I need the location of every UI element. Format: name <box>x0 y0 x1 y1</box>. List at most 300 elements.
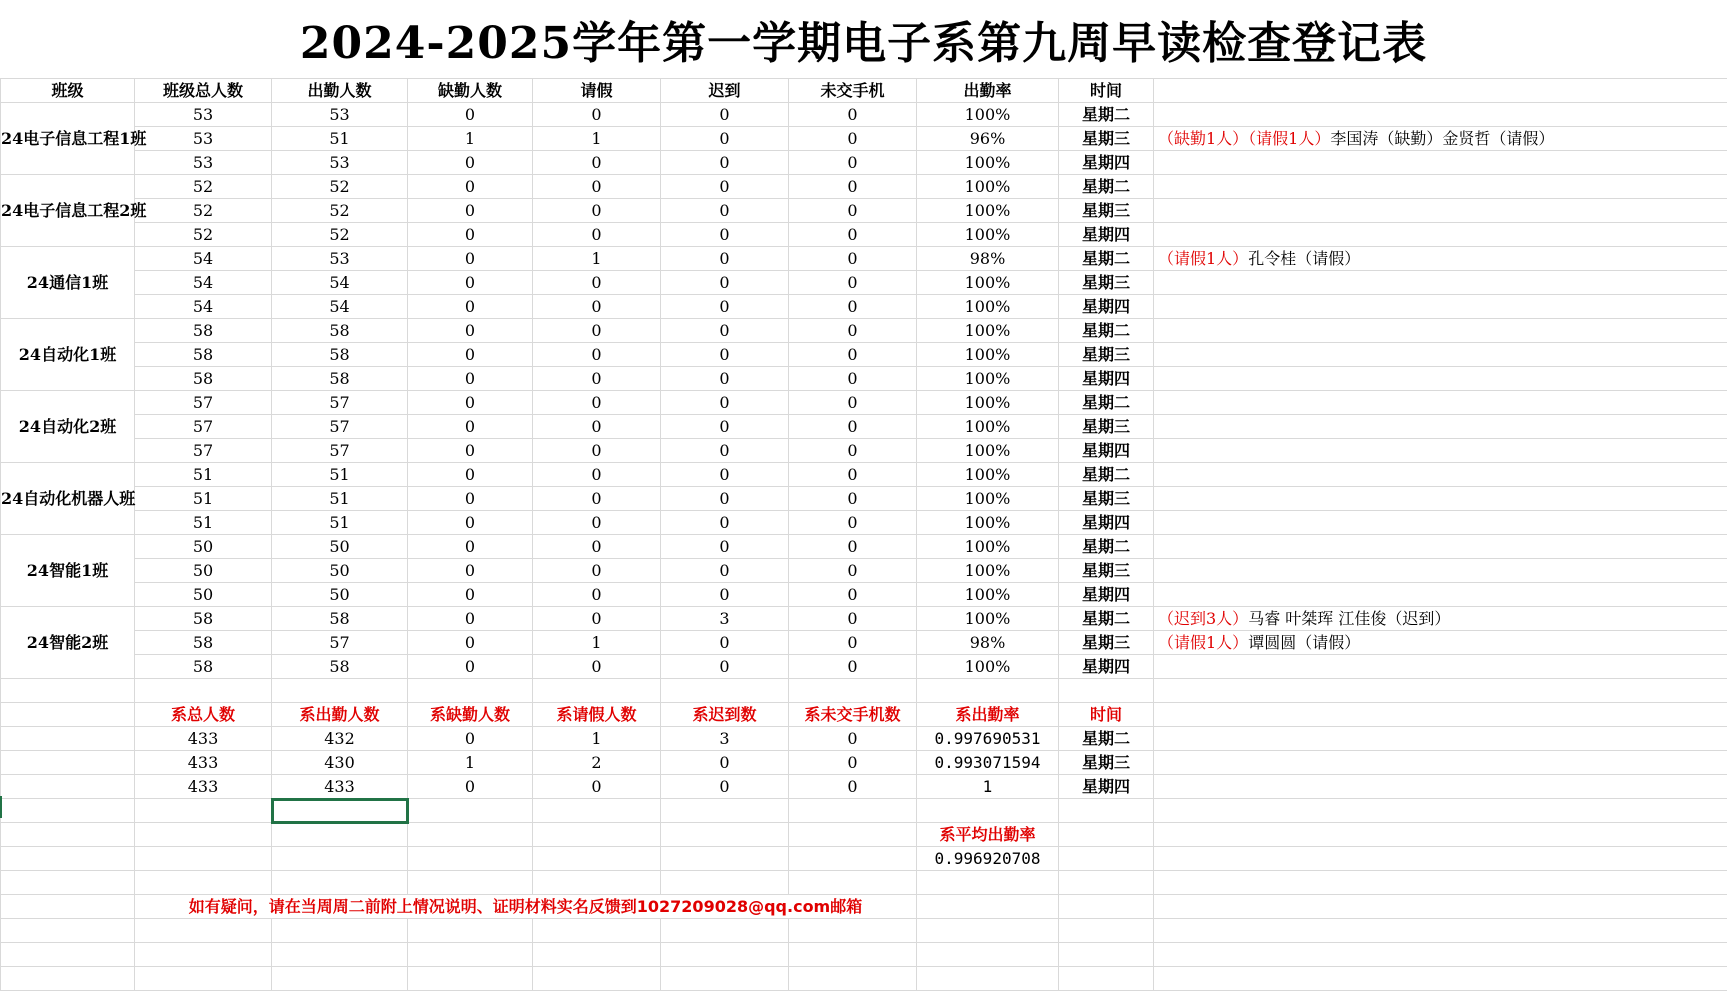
column-header[interactable]: 班级总人数 <box>135 79 272 103</box>
cell-absent[interactable]: 0 <box>408 631 533 655</box>
cell-phone[interactable]: 0 <box>789 463 917 487</box>
empty-cell[interactable] <box>1154 751 1727 775</box>
cell-rate[interactable]: 100% <box>917 535 1059 559</box>
cell-absent[interactable]: 0 <box>408 487 533 511</box>
column-header[interactable]: 出勤率 <box>917 79 1059 103</box>
remark-cell[interactable] <box>1154 607 1727 631</box>
cell-day[interactable]: 星期三 <box>1059 631 1154 655</box>
cell-late[interactable]: 3 <box>661 607 789 631</box>
empty-cell[interactable] <box>1154 943 1727 967</box>
summary-cell-total[interactable]: 433 <box>135 727 272 751</box>
summary-cell-absent[interactable]: 0 <box>408 727 533 751</box>
summary-cell-day[interactable]: 星期三 <box>1059 751 1154 775</box>
empty-cell[interactable] <box>408 847 533 871</box>
cell-late[interactable]: 0 <box>661 271 789 295</box>
cell-leave[interactable]: 0 <box>533 607 661 631</box>
cell-rate[interactable]: 100% <box>917 511 1059 535</box>
empty-cell[interactable] <box>272 679 408 703</box>
cell-day[interactable]: 星期三 <box>1059 559 1154 583</box>
empty-cell[interactable] <box>661 799 789 823</box>
remark-cell[interactable] <box>1154 247 1727 271</box>
summary-column-header[interactable]: 系总人数 <box>135 703 272 727</box>
cell-absent[interactable]: 0 <box>408 511 533 535</box>
cell-present[interactable]: 57 <box>272 439 408 463</box>
empty-cell[interactable] <box>1154 79 1727 103</box>
remark-cell[interactable] <box>1154 127 1727 151</box>
remark-cell[interactable] <box>1154 175 1727 199</box>
empty-cell[interactable] <box>272 943 408 967</box>
cell-day[interactable]: 星期四 <box>1059 511 1154 535</box>
summary-column-header[interactable]: 系未交手机数 <box>789 703 917 727</box>
cell-phone[interactable]: 0 <box>789 487 917 511</box>
summary-column-header[interactable]: 时间 <box>1059 703 1154 727</box>
remark-cell[interactable] <box>1154 463 1727 487</box>
empty-cell[interactable] <box>1 679 135 703</box>
empty-cell[interactable] <box>1059 871 1154 895</box>
cell-rate[interactable]: 100% <box>917 343 1059 367</box>
cell-total[interactable]: 52 <box>135 223 272 247</box>
cell-total[interactable]: 54 <box>135 295 272 319</box>
empty-cell[interactable] <box>661 943 789 967</box>
empty-cell[interactable] <box>272 847 408 871</box>
cell-late[interactable]: 0 <box>661 103 789 127</box>
cell-late[interactable]: 0 <box>661 583 789 607</box>
cell-late[interactable]: 0 <box>661 439 789 463</box>
cell-absent[interactable]: 1 <box>408 127 533 151</box>
summary-cell-present[interactable]: 432 <box>272 727 408 751</box>
cell-leave[interactable]: 1 <box>533 127 661 151</box>
summary-cell-absent[interactable]: 0 <box>408 775 533 799</box>
cell-rate[interactable]: 100% <box>917 463 1059 487</box>
remark-cell[interactable] <box>1154 367 1727 391</box>
empty-cell[interactable] <box>272 967 408 991</box>
cell-leave[interactable]: 0 <box>533 175 661 199</box>
cell-late[interactable]: 0 <box>661 487 789 511</box>
empty-cell[interactable] <box>1154 847 1727 871</box>
remark-cell[interactable] <box>1154 199 1727 223</box>
cell-phone[interactable]: 0 <box>789 127 917 151</box>
empty-cell[interactable] <box>408 967 533 991</box>
class-name-cell[interactable]: 24自动化1班 <box>1 319 135 391</box>
cell-absent[interactable]: 0 <box>408 295 533 319</box>
cell-leave[interactable]: 0 <box>533 103 661 127</box>
cell-phone[interactable]: 0 <box>789 367 917 391</box>
cell-phone[interactable]: 0 <box>789 535 917 559</box>
cell-leave[interactable]: 0 <box>533 583 661 607</box>
cell-day[interactable]: 星期四 <box>1059 151 1154 175</box>
empty-cell[interactable] <box>1154 895 1727 919</box>
empty-cell[interactable] <box>408 679 533 703</box>
remark-cell[interactable] <box>1154 535 1727 559</box>
empty-cell[interactable] <box>1059 847 1154 871</box>
empty-cell[interactable] <box>1059 823 1154 847</box>
class-name-cell[interactable]: 24自动化2班 <box>1 391 135 463</box>
cell-total[interactable]: 58 <box>135 319 272 343</box>
cell-phone[interactable]: 0 <box>789 439 917 463</box>
cell-absent[interactable]: 0 <box>408 583 533 607</box>
cell-leave[interactable]: 0 <box>533 367 661 391</box>
cell-late[interactable]: 0 <box>661 175 789 199</box>
empty-cell[interactable] <box>661 967 789 991</box>
cell-phone[interactable]: 0 <box>789 631 917 655</box>
cell-leave[interactable]: 0 <box>533 559 661 583</box>
empty-cell[interactable] <box>533 823 661 847</box>
cell-absent[interactable]: 0 <box>408 559 533 583</box>
cell-total[interactable]: 50 <box>135 535 272 559</box>
empty-cell[interactable] <box>1059 919 1154 943</box>
cell-total[interactable]: 52 <box>135 175 272 199</box>
cell-rate[interactable]: 100% <box>917 223 1059 247</box>
cell-late[interactable]: 0 <box>661 127 789 151</box>
summary-cell-present[interactable]: 433 <box>272 775 408 799</box>
remark-cell[interactable] <box>1154 631 1727 655</box>
remark-cell[interactable] <box>1154 103 1727 127</box>
remark-cell[interactable] <box>1154 415 1727 439</box>
cell-late[interactable]: 0 <box>661 295 789 319</box>
cell-absent[interactable]: 0 <box>408 439 533 463</box>
cell-absent[interactable]: 0 <box>408 223 533 247</box>
cell-late[interactable]: 0 <box>661 511 789 535</box>
summary-column-header[interactable]: 系缺勤人数 <box>408 703 533 727</box>
cell-leave[interactable]: 0 <box>533 511 661 535</box>
empty-cell[interactable] <box>789 967 917 991</box>
cell-rate[interactable]: 100% <box>917 439 1059 463</box>
cell-present[interactable]: 58 <box>272 343 408 367</box>
cell-phone[interactable]: 0 <box>789 655 917 679</box>
cell-leave[interactable]: 1 <box>533 631 661 655</box>
cell-day[interactable]: 星期四 <box>1059 439 1154 463</box>
empty-cell[interactable] <box>1154 679 1727 703</box>
empty-cell[interactable] <box>135 679 272 703</box>
remark-cell[interactable] <box>1154 343 1727 367</box>
empty-cell[interactable] <box>1154 775 1727 799</box>
cell-day[interactable]: 星期二 <box>1059 391 1154 415</box>
cell-rate[interactable]: 100% <box>917 655 1059 679</box>
empty-cell[interactable] <box>917 679 1059 703</box>
column-header[interactable]: 时间 <box>1059 79 1154 103</box>
cell-present[interactable]: 53 <box>272 151 408 175</box>
cell-absent[interactable]: 0 <box>408 319 533 343</box>
cell-total[interactable]: 57 <box>135 415 272 439</box>
cell-late[interactable]: 0 <box>661 415 789 439</box>
empty-cell[interactable] <box>1154 967 1727 991</box>
cell-present[interactable]: 58 <box>272 655 408 679</box>
cell-present[interactable]: 50 <box>272 535 408 559</box>
summary-cell-day[interactable]: 星期四 <box>1059 775 1154 799</box>
cell-day[interactable]: 星期二 <box>1059 607 1154 631</box>
summary-cell-day[interactable]: 星期二 <box>1059 727 1154 751</box>
cell-phone[interactable]: 0 <box>789 223 917 247</box>
empty-cell[interactable] <box>135 943 272 967</box>
empty-cell[interactable] <box>1154 727 1727 751</box>
empty-cell[interactable] <box>1 727 135 751</box>
empty-cell[interactable] <box>789 847 917 871</box>
remark-cell[interactable] <box>1154 583 1727 607</box>
summary-cell-leave[interactable]: 1 <box>533 727 661 751</box>
empty-cell[interactable] <box>1154 703 1727 727</box>
cell-day[interactable]: 星期三 <box>1059 199 1154 223</box>
cell-leave[interactable]: 0 <box>533 655 661 679</box>
cell-present[interactable]: 53 <box>272 103 408 127</box>
empty-cell[interactable] <box>533 919 661 943</box>
cell-late[interactable]: 0 <box>661 343 789 367</box>
empty-cell[interactable] <box>533 799 661 823</box>
summary-cell-rate[interactable]: 0.997690531 <box>917 727 1059 751</box>
cell-late[interactable]: 0 <box>661 391 789 415</box>
empty-cell[interactable] <box>1 943 135 967</box>
cell-day[interactable]: 星期二 <box>1059 535 1154 559</box>
empty-cell[interactable] <box>1 919 135 943</box>
class-name-cell[interactable]: 24电子信息工程1班 <box>1 103 135 175</box>
cell-rate[interactable]: 100% <box>917 415 1059 439</box>
cell-present[interactable]: 54 <box>272 295 408 319</box>
cell-absent[interactable]: 0 <box>408 271 533 295</box>
cell-total[interactable]: 51 <box>135 487 272 511</box>
cell-total[interactable]: 53 <box>135 103 272 127</box>
empty-cell[interactable] <box>661 847 789 871</box>
cell-absent[interactable]: 0 <box>408 607 533 631</box>
cell-day[interactable]: 星期四 <box>1059 367 1154 391</box>
cell-absent[interactable]: 0 <box>408 463 533 487</box>
column-header[interactable]: 迟到 <box>661 79 789 103</box>
cell-rate[interactable]: 98% <box>917 247 1059 271</box>
cell-absent[interactable]: 0 <box>408 655 533 679</box>
cell-present[interactable]: 52 <box>272 223 408 247</box>
cell-late[interactable]: 0 <box>661 223 789 247</box>
cell-rate[interactable]: 100% <box>917 319 1059 343</box>
remark-cell[interactable] <box>1154 655 1727 679</box>
cell-leave[interactable]: 0 <box>533 223 661 247</box>
cell-present[interactable]: 51 <box>272 127 408 151</box>
empty-cell[interactable] <box>1 775 135 799</box>
cell-day[interactable]: 星期三 <box>1059 415 1154 439</box>
cell-leave[interactable]: 0 <box>533 463 661 487</box>
summary-cell-phone[interactable]: 0 <box>789 751 917 775</box>
cell-total[interactable]: 50 <box>135 583 272 607</box>
class-name-cell[interactable]: 24通信1班 <box>1 247 135 319</box>
summary-column-header[interactable]: 系请假人数 <box>533 703 661 727</box>
cell-phone[interactable]: 0 <box>789 391 917 415</box>
cell-leave[interactable]: 0 <box>533 343 661 367</box>
empty-cell[interactable] <box>408 943 533 967</box>
cell-rate[interactable]: 100% <box>917 151 1059 175</box>
cell-present[interactable]: 50 <box>272 559 408 583</box>
cell-total[interactable]: 52 <box>135 199 272 223</box>
empty-cell[interactable] <box>1 895 135 919</box>
cell-day[interactable]: 星期四 <box>1059 655 1154 679</box>
cell-phone[interactable]: 0 <box>789 295 917 319</box>
cell-rate[interactable]: 100% <box>917 559 1059 583</box>
cell-late[interactable]: 0 <box>661 655 789 679</box>
summary-cell-late[interactable]: 0 <box>661 751 789 775</box>
empty-cell[interactable] <box>789 679 917 703</box>
cell-total[interactable]: 57 <box>135 439 272 463</box>
empty-cell[interactable] <box>1154 919 1727 943</box>
empty-cell[interactable] <box>917 895 1059 919</box>
empty-cell[interactable] <box>917 919 1059 943</box>
cell-leave[interactable]: 1 <box>533 247 661 271</box>
cell-leave[interactable]: 0 <box>533 295 661 319</box>
cell-late[interactable]: 0 <box>661 367 789 391</box>
empty-cell[interactable] <box>533 871 661 895</box>
cell-late[interactable]: 0 <box>661 199 789 223</box>
empty-cell[interactable] <box>917 967 1059 991</box>
class-name-cell[interactable]: 24智能2班 <box>1 607 135 679</box>
cell-rate[interactable]: 100% <box>917 103 1059 127</box>
empty-cell[interactable] <box>917 871 1059 895</box>
cell-leave[interactable]: 0 <box>533 319 661 343</box>
summary-cell-total[interactable]: 433 <box>135 775 272 799</box>
summary-cell-leave[interactable]: 0 <box>533 775 661 799</box>
cell-present[interactable]: 57 <box>272 391 408 415</box>
cell-present[interactable]: 50 <box>272 583 408 607</box>
cell-day[interactable]: 星期二 <box>1059 319 1154 343</box>
empty-cell[interactable] <box>533 943 661 967</box>
cell-present[interactable]: 58 <box>272 367 408 391</box>
cell-present[interactable]: 51 <box>272 511 408 535</box>
summary-cell-late[interactable]: 0 <box>661 775 789 799</box>
cell-total[interactable]: 50 <box>135 559 272 583</box>
cell-present[interactable]: 52 <box>272 199 408 223</box>
empty-cell[interactable] <box>1 703 135 727</box>
empty-cell[interactable] <box>272 871 408 895</box>
empty-cell[interactable] <box>661 871 789 895</box>
empty-cell[interactable] <box>135 823 272 847</box>
cell-present[interactable]: 51 <box>272 463 408 487</box>
summary-cell-total[interactable]: 433 <box>135 751 272 775</box>
empty-cell[interactable] <box>1 823 135 847</box>
summary-column-header[interactable]: 系迟到数 <box>661 703 789 727</box>
cell-leave[interactable]: 0 <box>533 415 661 439</box>
empty-cell[interactable] <box>1059 799 1154 823</box>
cell-phone[interactable]: 0 <box>789 103 917 127</box>
cell-day[interactable]: 星期三 <box>1059 343 1154 367</box>
empty-cell[interactable] <box>1154 871 1727 895</box>
cell-day[interactable]: 星期二 <box>1059 175 1154 199</box>
cell-leave[interactable]: 0 <box>533 535 661 559</box>
empty-cell[interactable] <box>1 967 135 991</box>
summary-cell-present[interactable]: 430 <box>272 751 408 775</box>
empty-cell[interactable] <box>661 679 789 703</box>
remark-cell[interactable] <box>1154 223 1727 247</box>
selected-cell[interactable] <box>272 799 408 823</box>
empty-cell[interactable] <box>1059 943 1154 967</box>
cell-present[interactable]: 51 <box>272 487 408 511</box>
empty-cell[interactable] <box>135 871 272 895</box>
cell-absent[interactable]: 0 <box>408 535 533 559</box>
cell-absent[interactable]: 0 <box>408 103 533 127</box>
summary-cell-absent[interactable]: 1 <box>408 751 533 775</box>
empty-cell[interactable] <box>135 967 272 991</box>
cell-late[interactable]: 0 <box>661 463 789 487</box>
cell-late[interactable]: 0 <box>661 151 789 175</box>
summary-cell-phone[interactable]: 0 <box>789 775 917 799</box>
cell-total[interactable]: 53 <box>135 127 272 151</box>
cell-leave[interactable]: 0 <box>533 151 661 175</box>
empty-cell[interactable] <box>408 799 533 823</box>
class-name-cell[interactable]: 24自动化机器人班 <box>1 463 135 535</box>
cell-absent[interactable]: 0 <box>408 343 533 367</box>
cell-absent[interactable]: 0 <box>408 175 533 199</box>
remark-cell[interactable] <box>1154 439 1727 463</box>
empty-cell[interactable] <box>661 823 789 847</box>
empty-cell[interactable] <box>1059 895 1154 919</box>
cell-rate[interactable]: 100% <box>917 487 1059 511</box>
cell-day[interactable]: 星期三 <box>1059 271 1154 295</box>
cell-phone[interactable]: 0 <box>789 511 917 535</box>
cell-day[interactable]: 星期三 <box>1059 127 1154 151</box>
average-rate-value[interactable]: 0.996920708 <box>917 847 1059 871</box>
cell-leave[interactable]: 0 <box>533 199 661 223</box>
cell-present[interactable]: 52 <box>272 175 408 199</box>
cell-absent[interactable]: 0 <box>408 247 533 271</box>
summary-cell-late[interactable]: 3 <box>661 727 789 751</box>
cell-present[interactable]: 54 <box>272 271 408 295</box>
cell-total[interactable]: 54 <box>135 247 272 271</box>
empty-cell[interactable] <box>917 943 1059 967</box>
cell-phone[interactable]: 0 <box>789 343 917 367</box>
remark-cell[interactable] <box>1154 271 1727 295</box>
class-name-cell[interactable]: 24智能1班 <box>1 535 135 607</box>
cell-late[interactable]: 0 <box>661 535 789 559</box>
cell-leave[interactable]: 0 <box>533 487 661 511</box>
empty-cell[interactable] <box>135 799 272 823</box>
empty-cell[interactable] <box>1154 799 1727 823</box>
empty-cell[interactable] <box>1059 679 1154 703</box>
empty-cell[interactable] <box>533 847 661 871</box>
cell-rate[interactable]: 100% <box>917 607 1059 631</box>
cell-rate[interactable]: 100% <box>917 367 1059 391</box>
cell-rate[interactable]: 100% <box>917 271 1059 295</box>
empty-cell[interactable] <box>135 919 272 943</box>
summary-cell-rate[interactable]: 1 <box>917 775 1059 799</box>
cell-day[interactable]: 星期二 <box>1059 463 1154 487</box>
cell-total[interactable]: 53 <box>135 151 272 175</box>
summary-column-header[interactable]: 系出勤率 <box>917 703 1059 727</box>
cell-rate[interactable]: 96% <box>917 127 1059 151</box>
empty-cell[interactable] <box>1 751 135 775</box>
cell-phone[interactable]: 0 <box>789 319 917 343</box>
remark-cell[interactable] <box>1154 391 1727 415</box>
cell-absent[interactable]: 0 <box>408 367 533 391</box>
empty-cell[interactable] <box>661 919 789 943</box>
cell-rate[interactable]: 100% <box>917 199 1059 223</box>
empty-cell[interactable] <box>408 919 533 943</box>
cell-total[interactable]: 51 <box>135 511 272 535</box>
cell-late[interactable]: 0 <box>661 631 789 655</box>
empty-cell[interactable] <box>408 871 533 895</box>
cell-rate[interactable]: 100% <box>917 295 1059 319</box>
cell-absent[interactable]: 0 <box>408 151 533 175</box>
empty-cell[interactable] <box>789 919 917 943</box>
cell-total[interactable]: 58 <box>135 367 272 391</box>
empty-cell[interactable] <box>789 799 917 823</box>
cell-late[interactable]: 0 <box>661 247 789 271</box>
column-header[interactable]: 班级 <box>1 79 135 103</box>
cell-phone[interactable]: 0 <box>789 559 917 583</box>
column-header[interactable]: 出勤人数 <box>272 79 408 103</box>
cell-rate[interactable]: 100% <box>917 583 1059 607</box>
cell-leave[interactable]: 0 <box>533 271 661 295</box>
cell-late[interactable]: 0 <box>661 559 789 583</box>
cell-absent[interactable]: 0 <box>408 391 533 415</box>
cell-present[interactable]: 57 <box>272 415 408 439</box>
empty-cell[interactable] <box>1154 823 1727 847</box>
empty-cell[interactable] <box>533 679 661 703</box>
cell-total[interactable]: 51 <box>135 463 272 487</box>
summary-column-header[interactable]: 系出勤人数 <box>272 703 408 727</box>
summary-cell-rate[interactable]: 0.993071594 <box>917 751 1059 775</box>
